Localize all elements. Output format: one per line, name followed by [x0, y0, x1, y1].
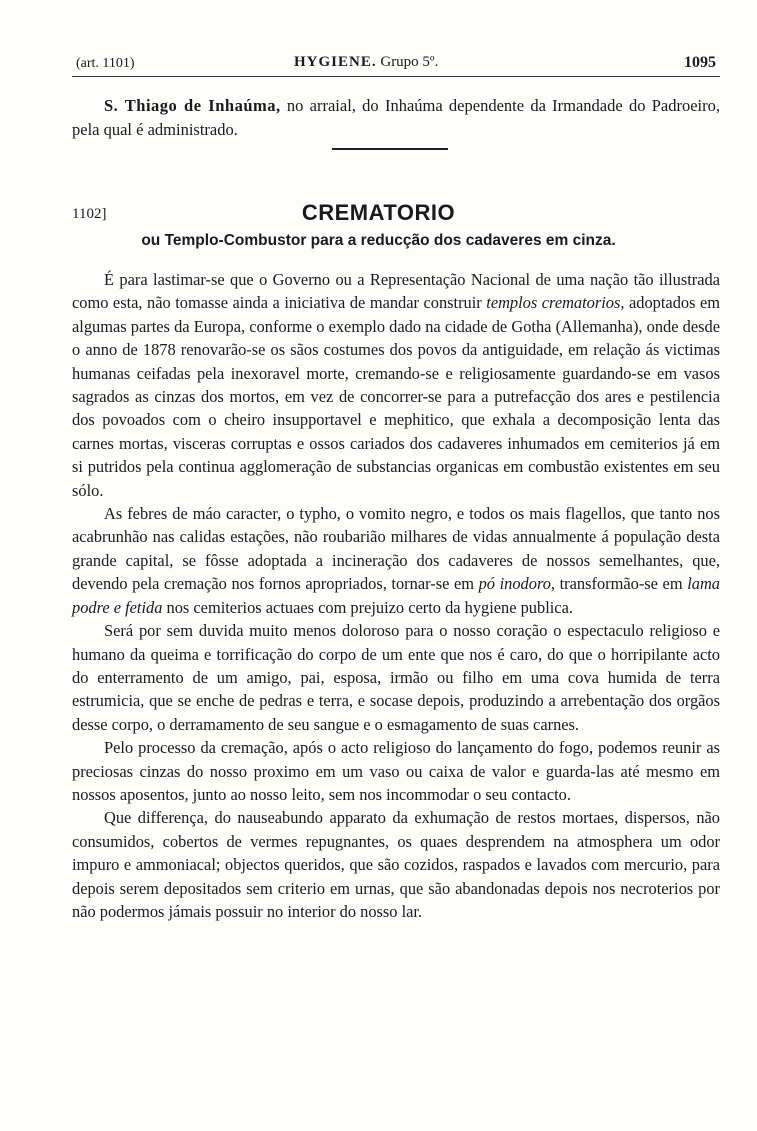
paragraph-1-text-b: adoptados em algumas partes da Europa, conforme o exemplo dado na cidade de Gotha (Allemanha), onde desde o anno de 1878 renovarão-se os sãos costumes dos povos da antiguidade, em relação ás victimas humanas ceifadas pela inexoravel morte, cremando-se e religiosamente guardando-se em vasos sagrados as cinzas dos mortos, em vez de concorrer-se para a putrefacção dos ares e pestilencia dos povoados com o cheiro insupportavel e mephitico, que exhala a decomposição lenta das carnes mortas, visceras corruptas e ossos cariados dos cadaveres inhumados em cemiterios já em si putridos pela continua agglomeração de substancias organicas em combustão existentes em seu sólo.: [72, 293, 720, 500]
paragraph-2-text-b: transformão-se em: [555, 574, 688, 594]
paragraph-2: [72, 502, 720, 619]
header-rule: [72, 76, 720, 77]
paragraph-3: Será por sem duvida muito menos doloroso para o nosso coração o espectaculo religioso e humano da queima e torrificação do corpo de um ente que nos é caro, do que o horripilante acto do enterramento de um amigo, pai, esposa, irmão ou filho em uma cova humida de terra estrumicia, que se enche de pedras e terra, e socase depois, produzindo a arrebentação dos orgãos desse corpo, o derramamento de seu sangue e o esmagamento de suas carnes.: [72, 621, 720, 734]
article-number: 1102]: [72, 206, 107, 222]
paragraph-4: Pelo processo da cremação, após o acto religioso do lançamento do fogo, podemos reunir as preciosas cinzas do nosso proximo em um vaso ou caixa de valor e guarda-las até mesmo em nossos aposentos, junto ao nosso leito, sem nos incommodar o seu contacto.: [72, 738, 720, 804]
article-title: CREMATORIO: [301, 200, 456, 225]
paragraph-1-italic: templos crematorios,: [486, 293, 625, 313]
article-subtitle: ou Templo-Combustor para a reducção dos cadaveres em cinza.: [141, 232, 616, 249]
article-body: [72, 268, 720, 923]
article-reference: (art. 1101): [76, 56, 135, 71]
header-group: Grupo 5º.: [380, 54, 439, 70]
paragraph-1-text-a: É para lastimar-se que o Governo ou a Representação Nacional de uma nação tão illustrada como esta, não tomasse ainda a iniciativa de mandar construir: [72, 270, 720, 313]
page-number: 1095: [684, 54, 716, 71]
paragraph-2-text-a: As febres de máo caracter, o typho, o vomito negro, e todos os mais flagellos, que tanto nos acabrunhão nas calidas estações, não roubarião milhares de vidas annualmente á população desta grande capital, se fôsse adoptada a incineração dos cadaveres de nossos semelhantes, que, devendo pela cremação nos fornos apropriados, tornar-se em: [72, 504, 720, 594]
top-entry-name: S. Thiago de Inhaúma,: [104, 96, 281, 115]
paragraph-5: Que differença, do nauseabundo apparato da exhumação de restos mortaes, dispersos, não consumidos, cobertos de vermes repugnantes, os quaes desprendem na atmosphera um odor impuro e ammoniacal; objectos queridos, que são cozidos, raspados e lavados com mercurio, para depois serem depositados sem criterio em urnas, que são abandonadas depois nos necroterios por não podermos jámais possuir no interior do nosso lar.: [72, 808, 720, 921]
paragraph-2-italic-b: lama podre e fetida: [72, 574, 720, 617]
top-entry: [72, 94, 720, 142]
paragraph-2-text-c: nos cemiterios actuaes com prejuizo certo da hygiene publica.: [162, 597, 573, 617]
top-entry-text: no arraial, do Inhaúma dependente da Irmandade do Padroeiro, pela qual é administrado.: [72, 96, 721, 139]
paragraph-2-italic-a: pó inodoro,: [478, 574, 556, 594]
header-title-group: [294, 54, 438, 71]
section-divider: [332, 148, 448, 150]
paragraph-1: [72, 268, 720, 502]
running-header: [76, 52, 716, 76]
header-title: HYGIENE.: [294, 54, 377, 70]
